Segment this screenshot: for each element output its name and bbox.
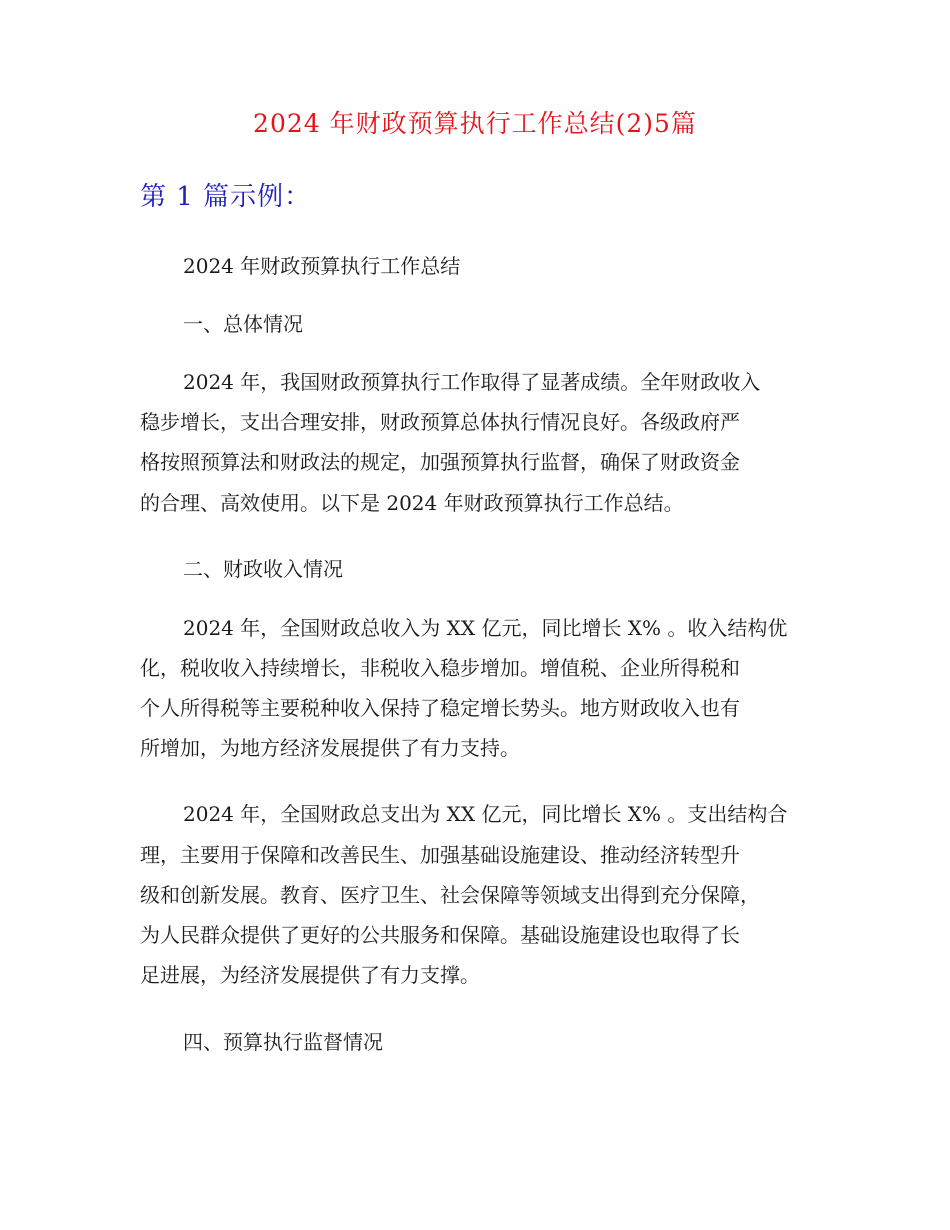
section-heading: 一、总体情况 — [183, 312, 303, 336]
paragraph-line: 个人所得税等主要税种收入保持了稳定增长势头。地方财政收入也有 — [140, 696, 740, 720]
paragraph-line: 的合理、高效使用。以下是 2024 年财政预算执行工作总结。 — [140, 491, 684, 515]
paragraph-line: 级和创新发展。教育、医疗卫生、社会保障等领域支出得到充分保障， — [140, 883, 760, 907]
document-title: 2024 年财政预算执行工作总结(2)5篇 — [253, 109, 697, 138]
example-heading: 第 1 篇示例： — [140, 182, 312, 212]
paragraph-line: 2024 年，我国财政预算执行工作取得了显著成绩。全年财政收入 — [183, 370, 761, 394]
paragraph-line: 2024 年，全国财政总收入为 XX 亿元，同比增长 X% 。收入结构优 — [183, 616, 788, 640]
paragraph-line: 理，主要用于保障和改善民生、加强基础设施建设、推动经济转型升 — [140, 843, 740, 867]
paragraph-line: 化，税收收入持续增长，非税收入稳步增加。增值税、企业所得税和 — [140, 656, 740, 680]
paragraph-line: 足进展，为经济发展提供了有力支撑。 — [140, 963, 480, 987]
paragraph-line: 所增加，为地方经济发展提供了有力支持。 — [140, 736, 520, 760]
section-heading: 四、预算执行监督情况 — [183, 1030, 383, 1054]
paragraph-line: 为人民群众提供了更好的公共服务和保障。基础设施建设也取得了长 — [140, 923, 740, 947]
paragraph-line: 格按照预算法和财政法的规定，加强预算执行监督，确保了财政资金 — [140, 450, 740, 474]
section-heading: 二、财政收入情况 — [183, 557, 343, 581]
paragraph-line: 2024 年，全国财政总支出为 XX 亿元，同比增长 X% 。支出结构合 — [183, 802, 788, 826]
paragraph-line: 稳步增长，支出合理安排，财政预算总体执行情况良好。各级政府严 — [140, 410, 740, 434]
document-subtitle: 2024 年财政预算执行工作总结 — [183, 254, 461, 278]
